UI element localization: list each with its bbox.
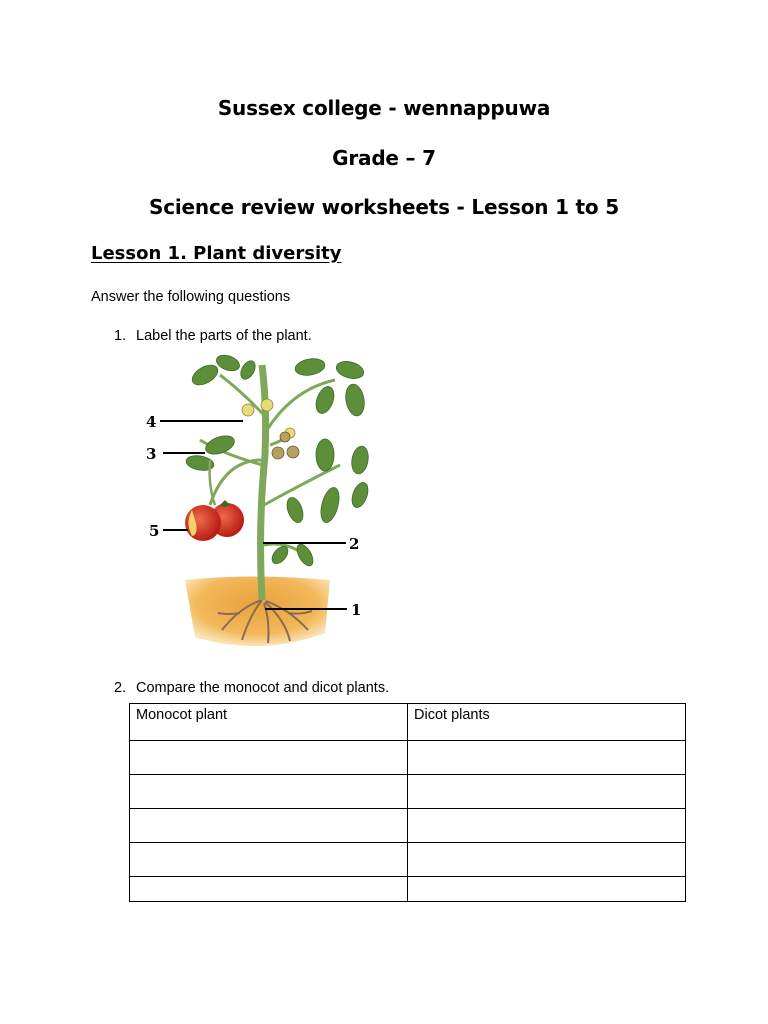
lesson-title: Lesson 1. Plant diversity [91, 243, 342, 264]
table-cell[interactable] [130, 809, 408, 843]
table-row [130, 877, 686, 902]
label-3: 3 [146, 445, 157, 463]
table-row [130, 809, 686, 843]
table-row [130, 775, 686, 809]
question-text: Compare the monocot and dicot plants. [136, 680, 390, 696]
label-4: 4 [146, 413, 157, 431]
school-name: Sussex college - wennappuwa [217, 96, 551, 120]
table-cell[interactable] [130, 877, 408, 902]
label-2: 2 [349, 535, 360, 553]
label-1: 1 [351, 601, 362, 619]
tomato-fruits [185, 460, 244, 541]
grade-heading: Grade – 7 [332, 146, 436, 170]
question-number: 1. [114, 328, 127, 344]
header-dicot: Dicot plants [408, 704, 686, 741]
table-cell[interactable] [130, 775, 408, 809]
table-cell[interactable] [408, 809, 686, 843]
table-cell[interactable] [408, 877, 686, 902]
table-cell[interactable] [130, 741, 408, 775]
question-number: 2. [114, 680, 127, 696]
table-header-row [130, 704, 686, 741]
plant-diagram [140, 345, 380, 660]
table-cell[interactable] [130, 843, 408, 877]
table-cell[interactable] [408, 741, 686, 775]
label-5: 5 [149, 522, 160, 540]
question-text: Label the parts of the plant. [136, 328, 312, 344]
comparison-table [129, 703, 686, 902]
table-cell[interactable] [408, 775, 686, 809]
table-row [130, 741, 686, 775]
instruction-text: Answer the following questions [91, 289, 291, 305]
table-cell[interactable] [408, 843, 686, 877]
table-row [130, 843, 686, 877]
worksheet-title: Science review worksheets - Lesson 1 to 5 [149, 195, 619, 219]
header-monocot: Monocot plant [130, 704, 408, 741]
green-fruits [272, 432, 299, 459]
